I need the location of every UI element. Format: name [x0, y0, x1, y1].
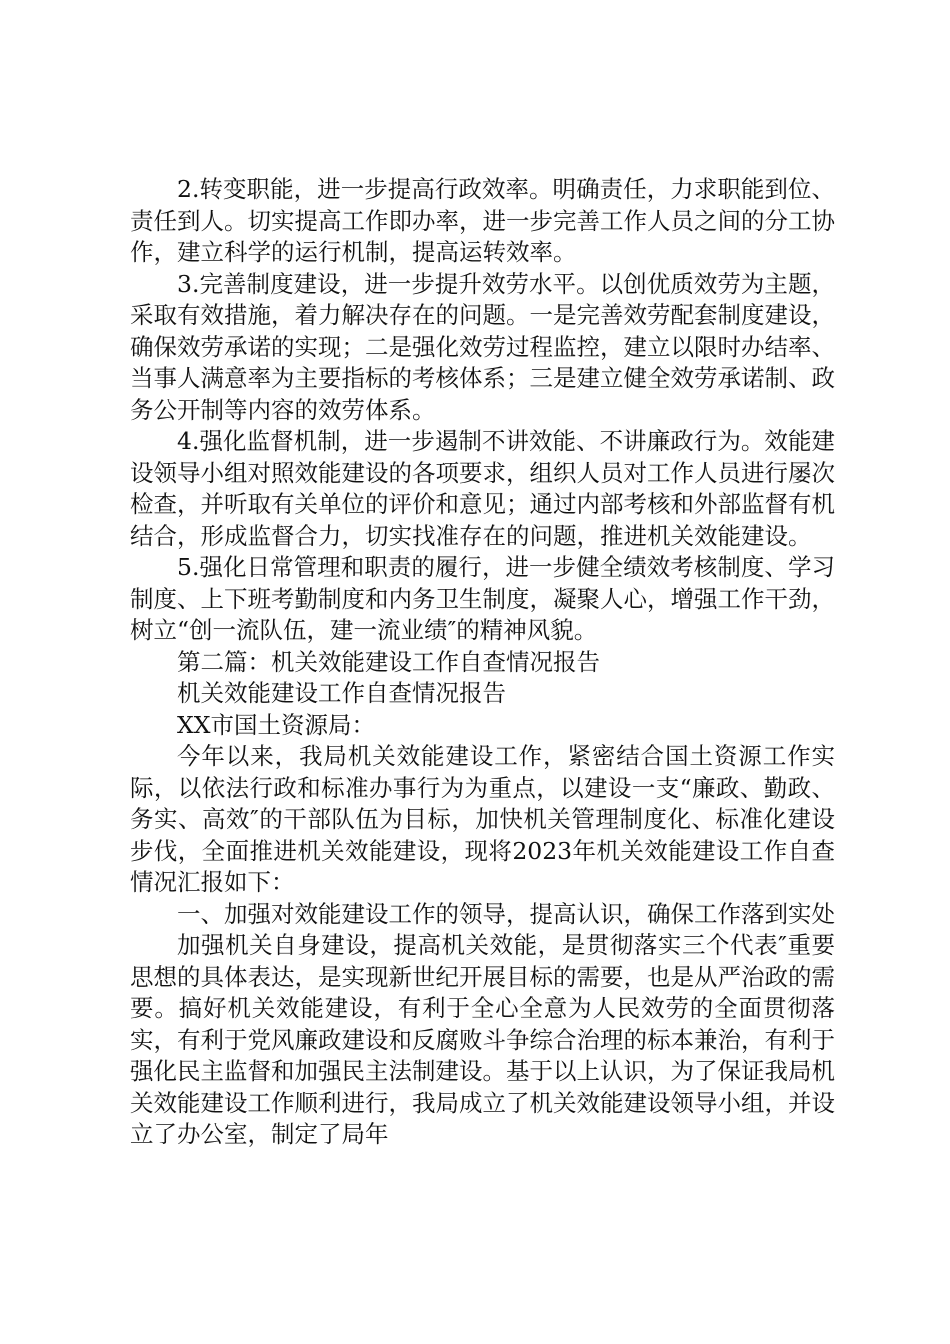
paragraph-item-2-function-change: 2.转变职能，进一步提高行政效率。明确责任，力求职能到位、责任到人。切实提高工作即办率，进一步完善工作人员之间的分工协作，建立科学的运行机制，提高运转效率。	[130, 175, 835, 266]
document-page	[130, 174, 835, 1151]
report-title: 机关效能建设工作自查情况报告	[177, 679, 506, 707]
section-heading: 第二篇：机关效能建设工作自查情况报告	[177, 647, 600, 676]
paragraph-item-4-supervision: 4.强化监督机制，进一步遏制不讲效能、不讲廉政行为。效能建设领导小组对照效能建设的各项要求，组织人员对工作人员进行屡次检查，并听取有关单位的评价和意见；通过内部考核和外部监督有机结合，形成监督合力，切实找准存在的问题，推进机关效能建设。	[130, 427, 835, 550]
subsection-heading-1: 一、加强对效能建设工作的领导，提高认识，确保工作落到实处	[177, 899, 835, 928]
report-intro-paragraph: 今年以来，我局机关效能建设工作，紧密结合国土资源工作实际，以依法行政和标准办事行为为重点，以建设一支“廉政、勤政、务实、高效″的干部队伍为目标，加快机关管理制度化、标准化建设步伐，全面推进机关效能建设，现将2023年机关效能建设工作自查情况汇报如下：	[130, 742, 835, 896]
body-paragraph: 加强机关自身建设，提高机关效能，是贯彻落实三个代表″重要思想的具体表达，是实现新世纪开展目标的需要，也是从严治政的需要。搞好机关效能建设，有利于全心全意为人民效劳的全面贯彻落实，有利于党风廉政建设和反腐败斗争综合治理的标本兼治，有利于强化民主监督和加强民主法制建设。基于以上认识，为了保证我局机关效能建设工作顺利进行，我局成立了机关效能建设领导小组，并设立了办公室，制定了局年	[130, 931, 835, 1148]
paragraph-item-3-system-building: 3.完善制度建设，进一步提升效劳水平。以创优质效劳为主题，采取有效措施，着力解决存在的问题。一是完善效劳配套制度建设，确保效劳承诺的实现；二是强化效劳过程监控，建立以限时办结率、当事人满意率为主要指标的考核体系；三是建立健全效劳承诺制、政务公开制等内容的效劳体系。	[130, 269, 835, 424]
paragraph-item-5-daily-management: 5.强化日常管理和职责的履行，进一步健全绩效考核制度、学习制度、上下班考勤制度和内务卫生制度，凝聚人心，增强工作干劲，树立“创一流队伍，建一流业绩″的精神风貌。	[130, 553, 835, 644]
report-addressee: XX市国土资源局：	[177, 710, 375, 739]
